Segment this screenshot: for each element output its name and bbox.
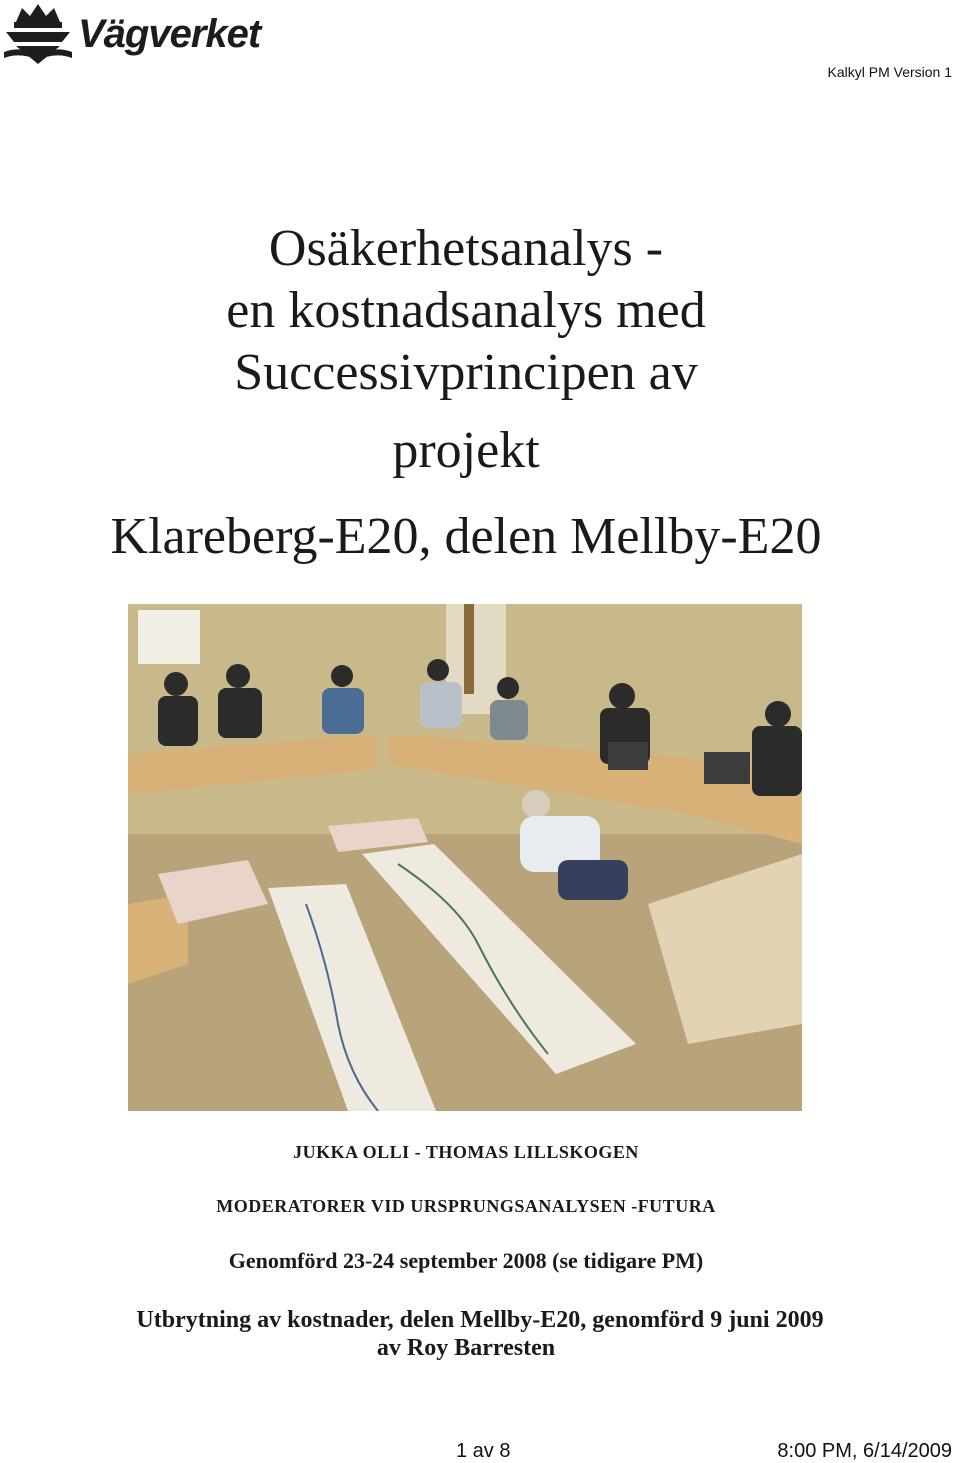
crown-emblem-icon bbox=[2, 2, 74, 66]
title-project-name: Klareberg-E20, delen Mellby-E20 bbox=[110, 508, 822, 565]
moderator-role: MODERATORER VID URSPRUNGSANALYSEN -FUTURA bbox=[216, 1196, 716, 1216]
author-credit: av Roy Barresten bbox=[376, 1335, 556, 1361]
vagverket-logo bbox=[0, 0, 300, 70]
title-line-1: Osäkerhetsanalys - bbox=[268, 220, 664, 277]
document-title bbox=[0, 218, 932, 568]
moderator-names: JUKKA OLLI - THOMAS LILLSKOGEN bbox=[293, 1142, 639, 1162]
title-line-4: projekt bbox=[392, 422, 540, 479]
cost-extract-note: Utbrytning av kostnader, delen Mellby-E20, genomförd 9 juni 2009 bbox=[136, 1307, 824, 1333]
print-timestamp: 8:00 PM, 6/14/2009 bbox=[777, 1440, 952, 1462]
logo-wordmark: Vägverket bbox=[78, 12, 261, 56]
page-number: 1 av 8 bbox=[456, 1440, 511, 1462]
title-line-2: en kostnadsanalys med bbox=[226, 282, 706, 339]
workshop-photo bbox=[128, 604, 802, 1111]
workshop-date: Genomförd 23-24 september 2008 (se tidigare PM) bbox=[228, 1248, 704, 1273]
title-line-3: Successivprincipen av bbox=[234, 344, 698, 401]
document-version: Kalkyl PM Version 1 bbox=[827, 64, 952, 80]
